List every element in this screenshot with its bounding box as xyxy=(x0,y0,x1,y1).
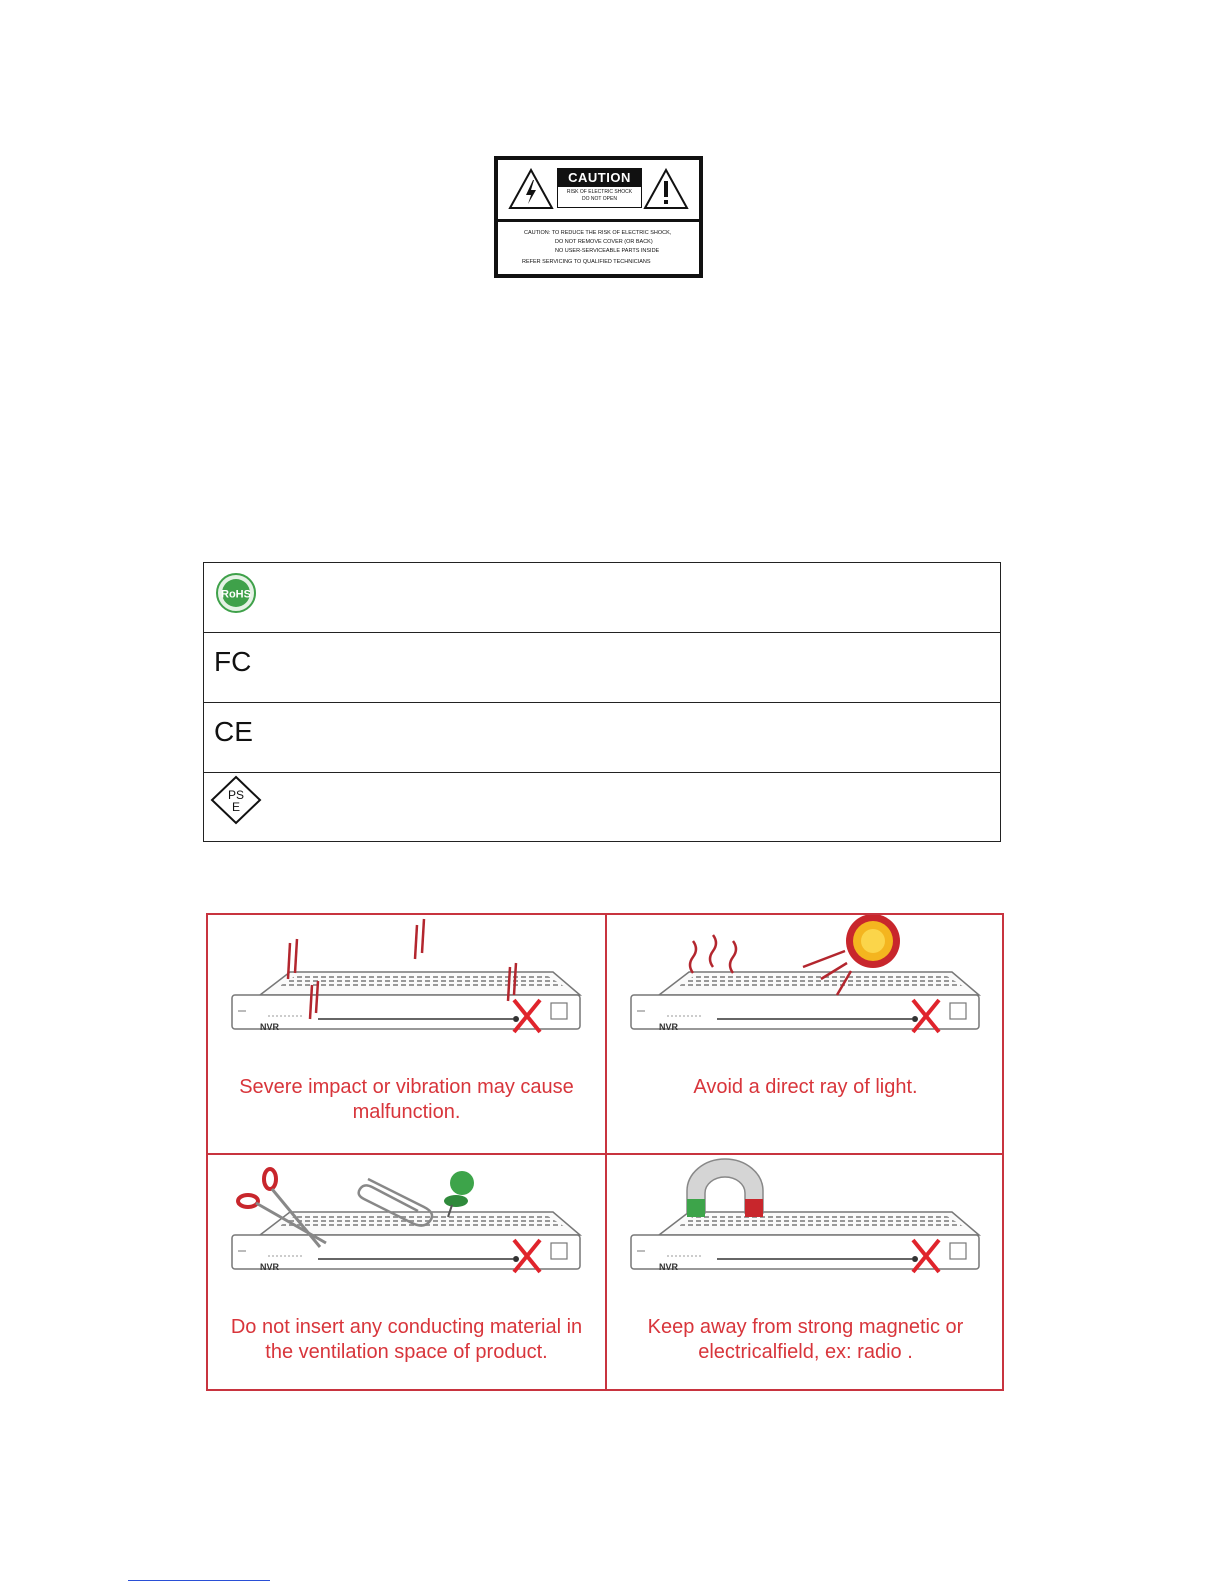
warning-cell-light xyxy=(607,915,1004,1153)
warning-caption-impact-1: Severe impact or vibration may cause xyxy=(239,1076,574,1098)
pse-text-top: PS xyxy=(227,788,245,802)
cert-row-ce xyxy=(204,703,1000,773)
nvr-label: NVR xyxy=(260,1262,280,1272)
caution-line-2: DO NOT REMOVE COVER (OR BACK) xyxy=(555,239,653,245)
magnet-icon xyxy=(687,1159,763,1217)
nvr-label: NVR xyxy=(659,1022,679,1032)
warning-caption-conducting-2: the ventilation space of product. xyxy=(265,1341,548,1363)
caution-label-top xyxy=(498,160,699,222)
nvr-conducting-illustration xyxy=(208,1155,605,1315)
warning-cell-magnetic xyxy=(607,1155,1004,1393)
caution-title-box xyxy=(557,168,642,208)
caution-label xyxy=(494,156,703,278)
cert-row-fc xyxy=(204,633,1000,703)
nvr-label: NVR xyxy=(260,1022,280,1032)
warning-caption-impact-2: malfunction. xyxy=(352,1101,461,1123)
nvr-label: NVR xyxy=(659,1262,679,1272)
footer-link-underline xyxy=(128,1580,270,1581)
electric-shock-warning-icon xyxy=(508,168,554,210)
cert-row-pse xyxy=(204,773,1000,843)
warning-caption-conducting-1: Do not insert any conducting material in xyxy=(230,1316,583,1338)
pse-text-bottom: E xyxy=(231,800,241,814)
caution-line-3: NO USER-SERVICEABLE PARTS INSIDE xyxy=(555,248,660,254)
exclamation-warning-icon xyxy=(643,168,689,210)
cert-row-rohs xyxy=(204,563,1000,633)
fc-text: FC xyxy=(214,646,252,677)
handling-warnings-panel xyxy=(206,913,1004,1391)
nvr-magnet-illustration xyxy=(607,1155,1004,1315)
warning-caption-light: Avoid a direct ray of light. xyxy=(693,1076,918,1098)
warning-caption-magnetic-2: electricalfield, ex: radio . xyxy=(698,1341,913,1363)
ce-logo-icon xyxy=(210,711,262,755)
rohs-text: RoHS xyxy=(221,588,251,601)
caution-line-4: REFER SERVICING TO QUALIFIED TECHNICIANS xyxy=(522,259,651,265)
nvr-sunlight-illustration xyxy=(607,915,1004,1075)
caution-line-1: CAUTION: TO REDUCE THE RISK OF ELECTRIC SHOCK, xyxy=(524,230,672,236)
caution-subtitle-1: RISK OF ELECTRIC SHOCK xyxy=(566,189,633,195)
caution-text-block xyxy=(498,222,699,274)
pushpin-icon xyxy=(444,1171,474,1217)
warning-cell-conducting xyxy=(208,1155,605,1393)
caution-title: CAUTION xyxy=(558,169,641,187)
pse-logo-icon xyxy=(210,775,262,825)
warning-cell-impact xyxy=(208,915,605,1153)
fc-logo-icon xyxy=(210,641,262,685)
ce-text: CE xyxy=(214,716,253,747)
warning-caption-magnetic-1: Keep away from strong magnetic or xyxy=(647,1316,964,1338)
caution-subtitle-2: DO NOT OPEN xyxy=(582,196,617,202)
nvr-impact-illustration xyxy=(208,915,605,1075)
heat-waves-icon xyxy=(690,935,736,973)
certification-table xyxy=(203,562,1001,842)
rohs-logo-icon xyxy=(210,571,262,615)
